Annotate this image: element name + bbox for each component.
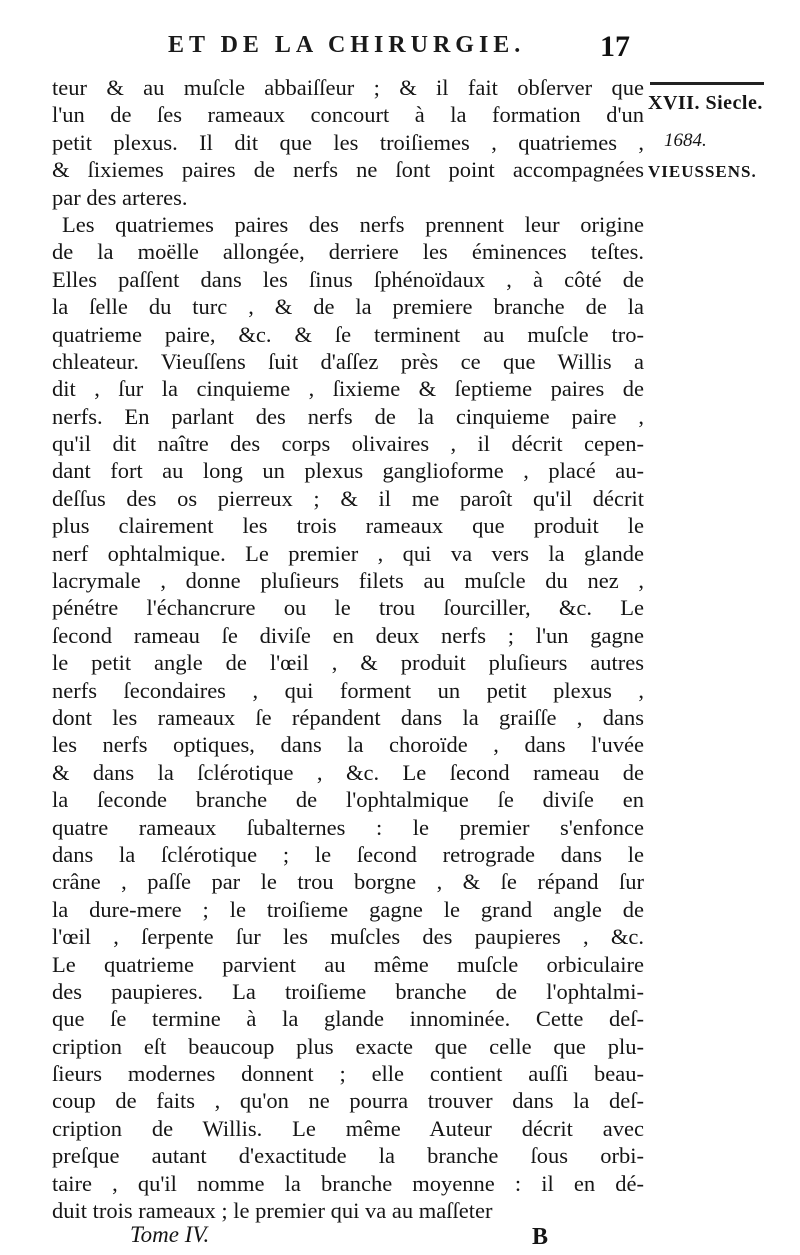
margin-rule [650, 82, 764, 85]
text-line: ſecond rameau ſe diviſe en deux nerfs ; l'un gagne [52, 622, 644, 648]
text-line: taire , qu'il nomme la branche moyenne : il en dé- [52, 1170, 644, 1196]
text-line: ſieurs modernes donnent ; elle contient auſſi beau- [52, 1061, 644, 1087]
text-line: nerf ophtalmique. Le premier , qui va vers la glande [52, 540, 644, 566]
body-text [52, 74, 644, 1224]
text-line: coup de faits , qu'on ne pourra trouver dans la deſ- [52, 1088, 644, 1114]
text-line: l'un de ſes rameaux concourt à la formation d'un [52, 102, 644, 128]
text-line: l'œil , ſerpente ſur les muſcles des paupieres , &c. [52, 924, 644, 950]
text-line: la ſeconde branche de l'ophtalmique ſe diviſe en [52, 787, 644, 813]
text-line: quatre rameaux ſubalternes : le premier s'enfonce [52, 814, 644, 840]
text-line: lacrymale , donne pluſieurs filets au muſcle du nez , [52, 568, 644, 594]
text-line: quatrieme paire, &c. & ſe terminent au muſcle tro- [52, 321, 644, 347]
text-line: cription eſt beaucoup plus exacte que celle que plu- [52, 1033, 644, 1059]
text-line: teur & au muſcle abbaiſſeur ; & il fait obſerver que [52, 75, 644, 100]
text-line: nerfs. En parlant des nerfs de la cinquieme paire , [52, 403, 644, 429]
text-line: petit plexus. Il dit que les troiſiemes , quatriemes , [52, 129, 644, 155]
page-number: 17 [600, 30, 630, 63]
margin-author: VIEUSSENS. [648, 162, 757, 181]
text-line: & ſixiemes paires de nerfs ne ſont point accompagnées [52, 157, 644, 183]
text-line: & dans la ſclérotique , &c. Le ſecond rameau de [52, 759, 644, 785]
text-line: nerfs ſecondaires , qui forment un petit plexus , [52, 677, 644, 703]
text-line: Elles paſſent dans les ſinus ſphénoïdaux , à côté de [52, 266, 644, 292]
running-head: ET DE LA CHIRURGIE. [168, 32, 526, 58]
text-line: chleateur. Vieuſſens ſuit d'aſſez près ce que Willis a [52, 348, 644, 374]
text-line: deſſus des os pierreux ; & il me paroît qu'il décrit [52, 485, 644, 511]
text-line: pénétre l'échancrure ou le trou ſourciller, &c. Le [52, 595, 644, 621]
text-line: la dure-mere ; le troiſieme gagne le grand angle de [52, 896, 644, 922]
margin-year: 1684. [664, 130, 707, 151]
signature-mark: B [532, 1224, 549, 1250]
text-line: de la moëlle allongée, derriere les éminences teſtes. [52, 239, 644, 265]
text-line: des paupieres. La troiſieme branche de l'ophtalmi- [52, 978, 644, 1004]
text-line: qu'il dit naître des corps olivaires , il décrit cepen- [52, 431, 644, 457]
text-line: la ſelle du turc , & de la premiere branche de la [52, 294, 644, 320]
text-line: Le quatrieme parvient au même muſcle orbiculaire [52, 951, 644, 977]
text-line: dant fort au long un plexus ganglioforme , placé au- [52, 458, 644, 484]
text-line: Les quatriemes paires des nerfs prennent leur origine [62, 211, 644, 237]
text-line: plus clairement les trois rameaux que produit le [52, 513, 644, 539]
text-line: dans la ſclérotique ; le ſecond retrograde dans le [52, 841, 644, 867]
text-line: que ſe termine à la glande innominée. Cette deſ- [52, 1006, 644, 1032]
text-line: dit , ſur la cinquieme , ſixieme & ſeptieme paires de [52, 376, 644, 402]
text-line: preſque autant d'exactitude la branche ſous orbi- [52, 1143, 644, 1169]
margin-century: XVII. Siecle. [648, 92, 763, 114]
text-line: duit trois rameaux ; le premier qui va au maſſeter [52, 1198, 493, 1224]
footer-tome: Tome IV. [130, 1222, 210, 1247]
text-line: les nerfs optiques, dans la choroïde , dans l'uvée [52, 732, 644, 758]
text-line: par des arteres. [52, 184, 188, 210]
text-line: le petit angle de l'œil , & produit pluſieurs autres [52, 650, 644, 676]
text-line: cription de Willis. Le même Auteur décrit avec [52, 1115, 644, 1141]
text-line: crâne , paſſe par le trou borgne , & ſe répand ſur [52, 869, 644, 895]
text-line: dont les rameaux ſe répandent dans la graiſſe , dans [52, 704, 644, 730]
